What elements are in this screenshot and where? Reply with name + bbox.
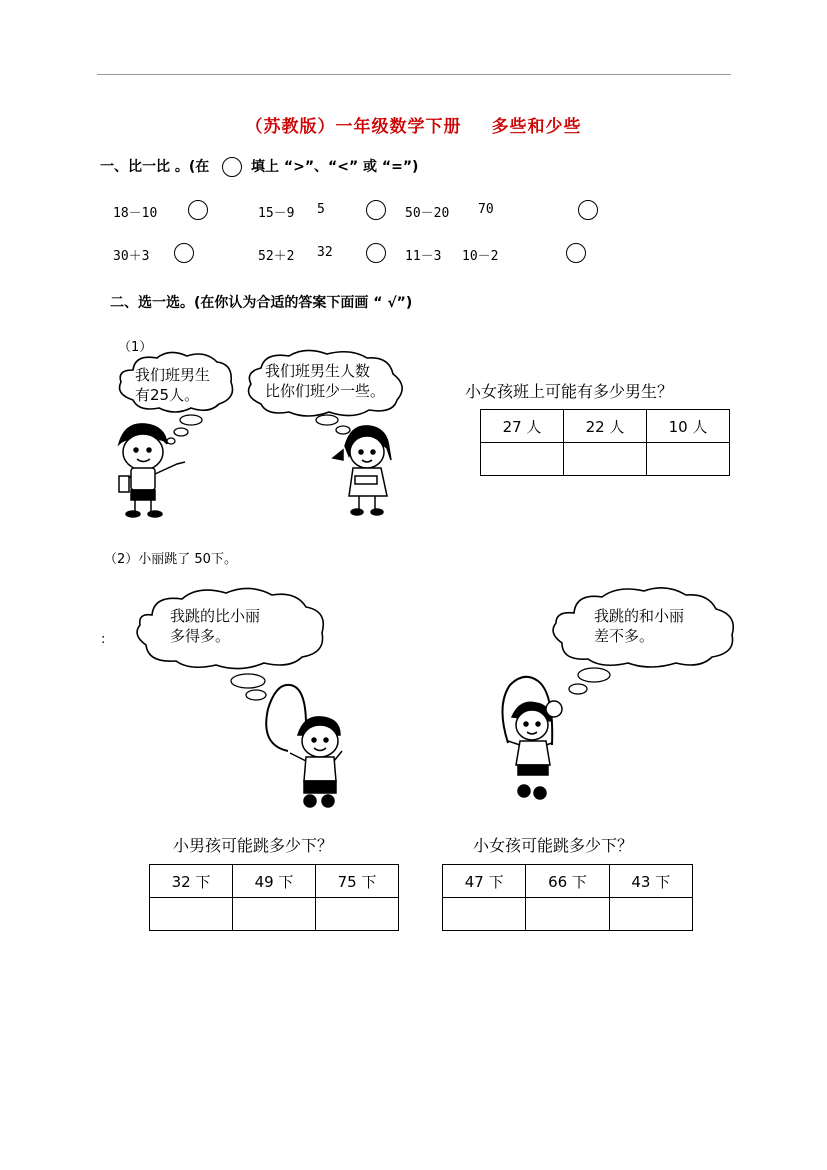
- q1-number: （1）: [118, 340, 153, 355]
- title-topic: 多些和少些: [491, 117, 582, 137]
- q2-girl-option: 66 下: [526, 865, 609, 898]
- q2-boy-answer-table: [149, 864, 399, 931]
- expr-r2-a: 30＋3: [113, 249, 150, 264]
- q2-boy-option: 75 下: [316, 865, 399, 898]
- q2-boy-bubble-line1: 我跳的比小丽: [170, 607, 261, 625]
- q2-girl-option: 43 下: [609, 865, 692, 898]
- q2-boy-answer-cell[interactable]: [150, 898, 233, 931]
- q2-girl-option: 47 下: [443, 865, 526, 898]
- q2-girl-answer-cell[interactable]: [609, 898, 692, 931]
- girl-figure-icon: [333, 426, 391, 515]
- boy-bubble-line2: 有25人。: [135, 386, 200, 404]
- skipping-girl-icon: [502, 677, 562, 799]
- q2-colon: :: [101, 632, 106, 647]
- q2-boy-option: 32 下: [150, 865, 233, 898]
- expr-r1-b: 15－9: [258, 206, 295, 221]
- q2-boy-bubble-line2: 多得多。: [170, 627, 231, 645]
- q2-boy-question: 小男孩可能跳多少下？: [173, 836, 334, 855]
- expr-r2-c: 32: [317, 245, 333, 260]
- boy-bubble-line1: 我们班男生: [135, 366, 211, 384]
- top-rule: [97, 74, 731, 75]
- q2-boy-illustration: [130, 585, 370, 815]
- answer-circle[interactable]: [188, 200, 208, 220]
- q2-girl-answer-cell[interactable]: [526, 898, 609, 931]
- title-main: （苏教版）一年级数学下册: [245, 117, 462, 137]
- q2-girl-bubble-line1: 我跳的和小丽: [594, 607, 685, 625]
- q1-option: 22 人: [564, 410, 647, 443]
- girl-bubble-line2: 比你们班少一些。: [265, 382, 386, 400]
- q2-boy-answer-cell[interactable]: [316, 898, 399, 931]
- expr-r2-e: 10－2: [462, 249, 499, 264]
- q2-boy-thought-cloud: [137, 588, 323, 700]
- boy-figure-icon: [119, 424, 185, 517]
- q2-girl-bubble-line2: 差不多。: [594, 627, 655, 645]
- answer-circle[interactable]: [174, 243, 194, 263]
- expr-r2-b: 52＋2: [258, 249, 295, 264]
- section1-heading: [100, 156, 418, 177]
- q1-answer-cell[interactable]: [647, 443, 730, 476]
- expr-r1-c: 5: [317, 202, 325, 217]
- q1-answer-table: [480, 409, 730, 476]
- answer-circle[interactable]: [366, 200, 386, 220]
- q1-question: 小女孩班上可能有多少男生？: [465, 382, 674, 401]
- heading-circle-icon: [222, 157, 242, 177]
- q2-intro: （2）小丽跳了 50下。: [104, 552, 237, 567]
- q1-illustration: [105, 348, 435, 518]
- q2-girl-answer-cell[interactable]: [443, 898, 526, 931]
- answer-circle[interactable]: [566, 243, 586, 263]
- q1-option: 27 人: [481, 410, 564, 443]
- expr-r1-d: 50－20: [405, 206, 450, 221]
- q2-girl-answer-table: [442, 864, 693, 931]
- answer-circle[interactable]: [366, 243, 386, 263]
- q1-answer-cell[interactable]: [564, 443, 647, 476]
- section2-heading: 二、选一选。(在你认为合适的答案下面画 “ √”): [110, 295, 413, 311]
- q2-girl-illustration: [490, 585, 740, 815]
- q2-boy-option: 49 下: [233, 865, 316, 898]
- expr-r1-e: 70: [478, 202, 494, 217]
- expr-r2-d: 11－3: [405, 249, 442, 264]
- page-title: [0, 112, 827, 137]
- q1-answer-cell[interactable]: [481, 443, 564, 476]
- skipping-boy-icon: [266, 685, 342, 807]
- section1-label-after: 填上 “>”、“<” 或 “=”): [251, 159, 419, 175]
- q1-option: 10 人: [647, 410, 730, 443]
- q2-girl-question: 小女孩可能跳多少下？: [473, 836, 634, 855]
- section1-label-before: 一、比一比 。(在: [100, 159, 210, 175]
- answer-circle[interactable]: [578, 200, 598, 220]
- expr-r1-a: 18－10: [113, 206, 158, 221]
- girl-bubble-line1: 我们班男生人数: [265, 362, 371, 380]
- q2-boy-answer-cell[interactable]: [233, 898, 316, 931]
